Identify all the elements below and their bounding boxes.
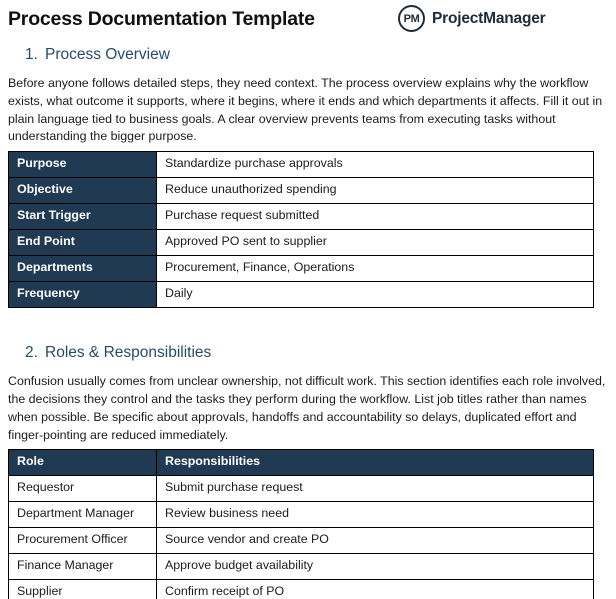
row-value: Purchase request submitted: [157, 204, 594, 230]
section-number: 2.: [25, 344, 38, 362]
role-cell: Supplier: [9, 580, 157, 599]
row-label: Start Trigger: [9, 204, 157, 230]
row-value: Standardize purchase approvals: [157, 152, 594, 178]
role-cell: Procurement Officer: [9, 528, 157, 554]
roles-responsibilities-table: [8, 449, 594, 599]
row-label: Frequency: [9, 282, 157, 308]
section-number: 1.: [25, 46, 38, 63]
table-row: [9, 580, 594, 599]
section-heading-roles-responsibilities: [8, 342, 613, 363]
row-label: Purpose: [9, 152, 157, 178]
responsibility-cell: Submit purchase request: [157, 476, 594, 502]
role-cell: Department Manager: [9, 502, 157, 528]
process-overview-table: [8, 151, 594, 308]
table-header-row: [9, 450, 594, 476]
section-heading-process-overview: [8, 44, 613, 65]
table-row: [9, 204, 594, 230]
row-label: Objective: [9, 178, 157, 204]
table-row: [9, 502, 594, 528]
roles-responsibilities-intro: Confusion usually comes from unclear ownership, not difficult work. This section identifies each role involved, the decisions they control and the tasks they perform during the workflow. List job titles rather than names when possible. Be specific about approvals, handoffs and accountability so delays, duplicated effort and finger-pointing are reduced immediately.: [8, 374, 606, 442]
table-row: [9, 230, 594, 256]
row-label: End Point: [9, 230, 157, 256]
section-title: Roles & Responsibilities: [45, 344, 212, 362]
logo-wordmark: ProjectManager: [432, 9, 546, 27]
column-header-role: Role: [9, 450, 157, 476]
row-value: Procurement, Finance, Operations: [157, 256, 594, 282]
column-header-responsibilities: Responsibilities: [157, 450, 594, 476]
responsibility-cell: Approve budget availability: [157, 554, 594, 580]
row-value: Daily: [157, 282, 594, 308]
pm-monogram-icon: PM: [398, 5, 425, 32]
projectmanager-logo: [398, 5, 546, 32]
responsibility-cell: Source vendor and create PO: [157, 528, 594, 554]
responsibility-cell: Review business need: [157, 502, 594, 528]
table-row: [9, 178, 594, 204]
table-row: [9, 282, 594, 308]
responsibility-cell: Confirm receipt of PO: [157, 580, 594, 599]
table-row: [9, 554, 594, 580]
row-value: Approved PO sent to supplier: [157, 230, 594, 256]
process-overview-intro: Before anyone follows detailed steps, they need context. The process overview explains why the workflow exists, what outcome it supports, where it begins, where it ends and which departments it affects. Fill it out in plain language tied to business goals. A clear overview prevents teams from executing tasks without understanding the bigger purpose.: [8, 76, 603, 144]
row-value: Reduce unauthorized spending: [157, 178, 594, 204]
section-title: Process Overview: [45, 46, 170, 63]
role-cell: Requestor: [9, 476, 157, 502]
role-cell: Finance Manager: [9, 554, 157, 580]
table-row: [9, 476, 594, 502]
table-row: [9, 152, 594, 178]
row-label: Departments: [9, 256, 157, 282]
page-title: Process Documentation Template: [8, 8, 315, 30]
table-row: [9, 528, 594, 554]
table-row: [9, 256, 594, 282]
